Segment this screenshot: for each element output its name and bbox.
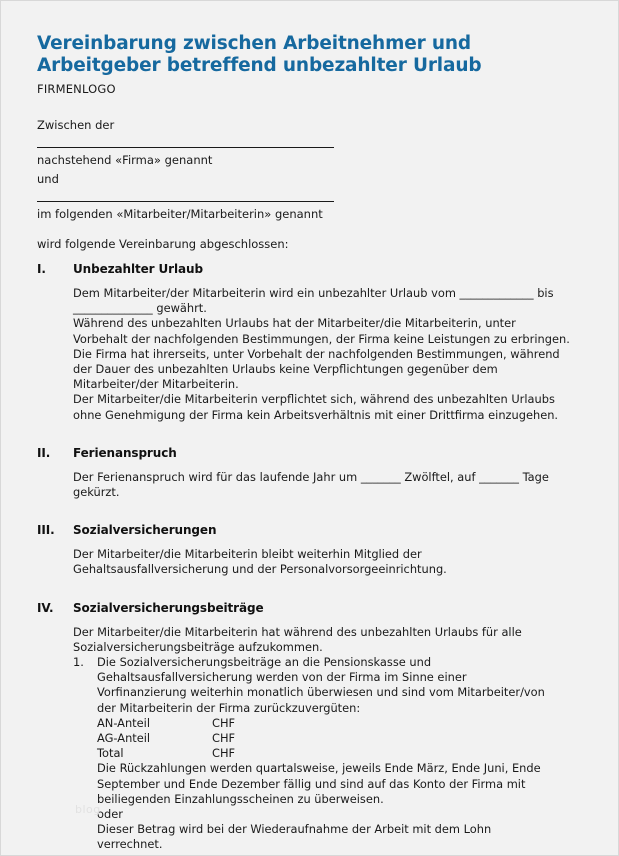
spacer xyxy=(37,189,457,201)
section-ii-numeral: II. xyxy=(37,445,51,460)
spacer xyxy=(37,423,597,445)
parties-block xyxy=(37,116,457,254)
alternative-label: oder xyxy=(97,807,123,822)
section-i-paragraph-1: Dem Mitarbeiter/der Mitarbeiterin wird ein unbezahlter Urlaub vom _____________ bis ______________ gewährt. xyxy=(73,286,554,316)
section-i xyxy=(37,261,597,423)
section-i-paragraph-2: Während des unbezahlten Urlaubs hat der Mitarbeiter/die Mitarbeiterin, unter Vorbehalt der nachfolgenden Bestimmungen, der Firma keine Leistungen zu erbringen. Die Firma hat ihrerseits, unter Vorbehalt der nachfolgenden Bestimmungen, während der Dauer des unbezahlten Urlaubs keine Verpflichtungen gegenüber dem Mitarbeiter/der Mitarbeiterin. xyxy=(73,316,570,392)
section-iv xyxy=(37,600,597,853)
section-i-paragraph-3: Der Mitarbeiter/die Mitarbeiterin verpflichtet sich, während des unbezahlten Urlaubs ohne Genehmigung der Firma kein Arbeitsverhältnis mit einer Drittfirma einzugehen. xyxy=(73,392,559,422)
between-label: Zwischen der xyxy=(37,118,115,132)
section-ii xyxy=(37,445,597,500)
section-iii-numeral: III. xyxy=(37,523,55,538)
spacer xyxy=(37,578,597,600)
section-iii-heading xyxy=(37,522,597,538)
amount-currency-total: CHF xyxy=(212,746,236,761)
and-label: und xyxy=(37,172,59,186)
spacer xyxy=(37,135,457,147)
section-iv-numeral: IV. xyxy=(37,600,54,615)
section-ii-paragraph-1: Der Ferienanspruch wird für das laufende Jahr um _______ Zwölftel, auf _______ Tage gekürzt. xyxy=(73,469,549,500)
employee-signature-line xyxy=(37,201,334,202)
section-ii-heading xyxy=(37,445,597,461)
amount-currency-ag: CHF xyxy=(212,731,236,746)
section-i-body xyxy=(73,286,573,423)
employee-caption: im folgenden «Mitarbeiter/Mitarbeiterin» genannt xyxy=(37,207,323,221)
amount-label-total: Total xyxy=(97,746,124,761)
sub-item-intro: Die Sozialversicherungsbeiträge an die Pensionskasse und Gehaltsausfallversicherung werden von der Firma im Sinne einer Vorfinanzierung weiterhin monatlich überwiesen und sind vom Mitarbeiter/von der Mitarbeiterin der Firma zurückzuvergüten: xyxy=(97,655,545,715)
amount-currency-an: CHF xyxy=(212,715,236,730)
amount-label-ag: AG-Anteil xyxy=(97,731,151,746)
sections-container xyxy=(37,261,597,853)
section-ii-body xyxy=(73,470,573,500)
table-row xyxy=(97,716,292,731)
alternative-text: Dieser Betrag wird bei der Wiederaufnahme der Arbeit mit dem Lohn verrechnet. xyxy=(97,822,492,852)
amounts-table xyxy=(97,716,292,762)
company-caption: nachstehend «Firma» genannt xyxy=(37,153,213,167)
table-row xyxy=(97,731,292,746)
spacer xyxy=(37,500,597,522)
section-i-title: Unbezahlter Urlaub xyxy=(73,262,203,276)
company-signature-line xyxy=(37,147,334,148)
section-iv-sub-list xyxy=(73,655,573,853)
sub-item-content xyxy=(97,655,559,853)
table-row xyxy=(97,746,292,761)
sub-item-marker: 1. xyxy=(73,655,84,670)
document-sheet xyxy=(37,1,596,855)
intro-closing: wird folgende Vereinbarung abgeschlossen: xyxy=(37,237,289,251)
section-iii xyxy=(37,522,597,577)
section-iv-title: Sozialversicherungsbeiträge xyxy=(73,600,264,615)
section-i-numeral: I. xyxy=(37,262,46,276)
list-item xyxy=(73,655,573,853)
section-iii-body xyxy=(73,547,573,577)
blog-watermark: blog xyxy=(75,803,101,816)
section-iv-heading xyxy=(37,600,597,616)
section-iv-body xyxy=(73,625,573,853)
section-ii-title: Ferienanspruch xyxy=(73,445,177,460)
amount-label-an: AN-Anteil xyxy=(97,715,150,730)
repayment-text: Die Rückzahlungen werden quartalsweise, jeweils Ende März, Ende Juni, Ende September und Ende Dezember fällig und sind auf das Konto der Firma mit beiliegenden Einzahlungsscheinen zu überweisen. xyxy=(97,761,541,806)
section-iii-paragraph-1: Der Mitarbeiter/die Mitarbeiterin bleibt weiterhin Mitglied der Gehaltsausfallversicherung und der Personalvorsorgeeinrichtung. xyxy=(73,547,447,577)
section-iv-paragraph-1: Der Mitarbeiter/die Mitarbeiterin hat während des unbezahlten Urlaubs für alle Sozialversicherungsbeiträge aufzukommen. xyxy=(73,624,522,654)
page-title: Vereinbarung zwischen Arbeitnehmer und Arbeitgeber betreffend unbezahlter Urlaub xyxy=(37,33,482,77)
company-logo-placeholder: FIRMENLOGO xyxy=(37,82,116,96)
section-iii-title: Sozialversicherungen xyxy=(73,523,217,538)
section-i-heading xyxy=(37,261,597,277)
